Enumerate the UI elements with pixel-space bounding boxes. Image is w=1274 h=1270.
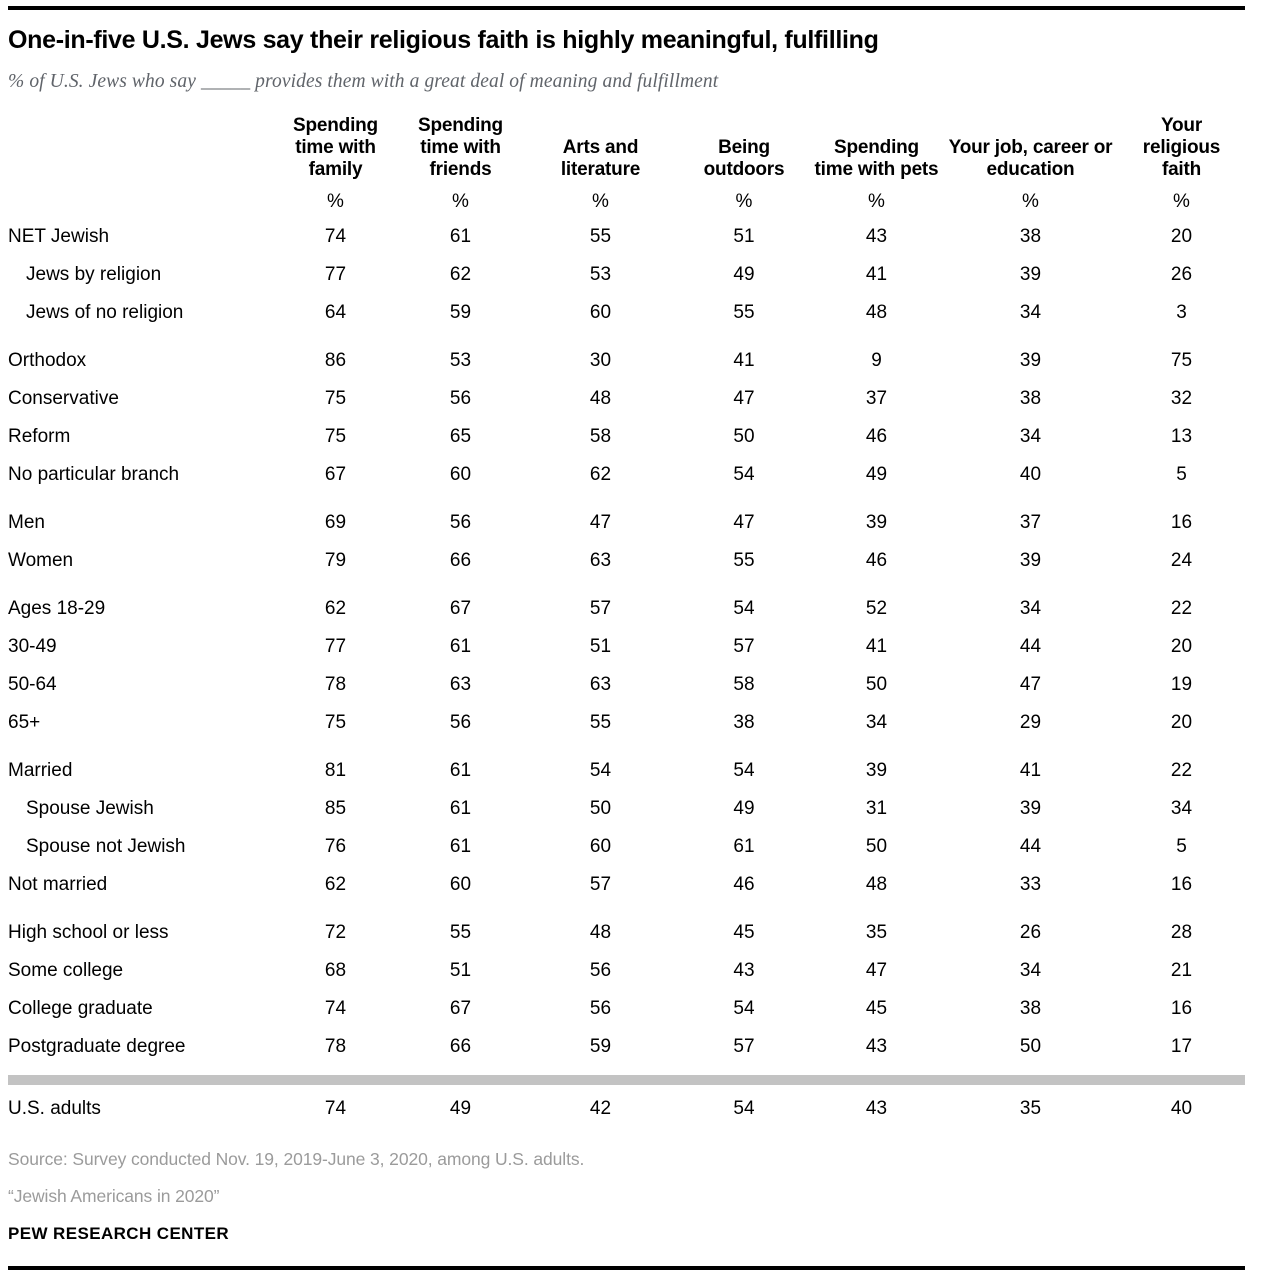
value-cell: 53 bbox=[589, 264, 612, 286]
row-label: NET Jewish bbox=[8, 226, 110, 248]
value-cell: 48 bbox=[589, 388, 612, 410]
value-cell: 34 bbox=[865, 712, 888, 734]
percent-row bbox=[8, 185, 1245, 219]
value-cell: 24 bbox=[1170, 550, 1193, 572]
value-cell: 60 bbox=[449, 464, 472, 486]
value-cell: 67 bbox=[449, 598, 472, 620]
row-label: Jews by religion bbox=[26, 264, 162, 286]
value-cell: 46 bbox=[865, 426, 888, 448]
value-cell: 28 bbox=[1170, 922, 1193, 944]
value-cell: 77 bbox=[324, 636, 347, 658]
value-cell: 44 bbox=[1019, 636, 1042, 658]
value-cell: 22 bbox=[1170, 760, 1193, 782]
report-table-figure bbox=[0, 6, 1274, 1270]
value-cell: 81 bbox=[324, 760, 347, 782]
value-cell: 34 bbox=[1019, 598, 1042, 620]
value-cell: 64 bbox=[324, 302, 347, 324]
value-cell: 75 bbox=[324, 388, 347, 410]
column-header: Your religious faith bbox=[1142, 115, 1221, 181]
value-cell: 34 bbox=[1019, 302, 1042, 324]
value-cell: 60 bbox=[589, 302, 612, 324]
value-cell: 16 bbox=[1170, 998, 1193, 1020]
value-cell: 40 bbox=[1019, 464, 1042, 486]
value-cell: 38 bbox=[1019, 998, 1042, 1020]
value-cell: 68 bbox=[324, 960, 347, 982]
table-row bbox=[8, 457, 1245, 495]
value-cell: 38 bbox=[1019, 388, 1042, 410]
column-header: Your job, career or education bbox=[948, 137, 1113, 181]
value-cell: 54 bbox=[733, 1098, 755, 1120]
value-cell: 51 bbox=[449, 960, 472, 982]
value-cell: 37 bbox=[1019, 512, 1042, 534]
value-cell: 35 bbox=[1019, 1098, 1042, 1120]
value-cell: 67 bbox=[449, 998, 472, 1020]
value-cell: 77 bbox=[324, 264, 347, 286]
table-row bbox=[8, 419, 1245, 457]
value-cell: 20 bbox=[1170, 712, 1193, 734]
value-cell: 57 bbox=[733, 1036, 755, 1058]
value-cell: 50 bbox=[865, 674, 888, 696]
value-cell: 47 bbox=[733, 512, 755, 534]
value-cell: 26 bbox=[1170, 264, 1193, 286]
value-cell: 22 bbox=[1170, 598, 1193, 620]
value-cell: 41 bbox=[733, 350, 755, 372]
table-row bbox=[8, 867, 1245, 905]
row-label: Postgraduate degree bbox=[8, 1036, 186, 1058]
column-header: Spending time with family bbox=[293, 115, 378, 181]
value-cell: 39 bbox=[1019, 798, 1042, 820]
value-cell: 50 bbox=[865, 836, 888, 858]
value-cell: 56 bbox=[449, 512, 472, 534]
value-cell: 56 bbox=[589, 998, 612, 1020]
row-label: 30-49 bbox=[8, 636, 57, 658]
report-title-note: “Jewish Americans in 2020” bbox=[8, 1186, 220, 1207]
value-cell: 55 bbox=[449, 922, 472, 944]
table-row bbox=[8, 705, 1245, 743]
value-cell: 50 bbox=[1019, 1036, 1042, 1058]
value-cell: 72 bbox=[324, 922, 347, 944]
value-cell: 61 bbox=[449, 836, 472, 858]
divider-row bbox=[8, 1067, 1245, 1091]
value-cell: 19 bbox=[1170, 674, 1193, 696]
row-label: U.S. adults bbox=[8, 1098, 101, 1120]
table-row bbox=[8, 791, 1245, 829]
section-divider-bar bbox=[8, 1075, 1245, 1085]
value-cell: 61 bbox=[449, 636, 472, 658]
value-cell: 32 bbox=[1170, 388, 1193, 410]
value-cell: 44 bbox=[1019, 836, 1042, 858]
bottom-rule bbox=[8, 1266, 1245, 1270]
value-cell: 3 bbox=[1176, 302, 1187, 324]
row-label: Women bbox=[8, 550, 74, 572]
table-row bbox=[8, 991, 1245, 1029]
value-cell: 40 bbox=[1170, 1098, 1193, 1120]
value-cell: 61 bbox=[733, 836, 755, 858]
footer bbox=[8, 1141, 1274, 1244]
value-cell: 42 bbox=[589, 1098, 612, 1120]
value-cell: 54 bbox=[733, 998, 755, 1020]
value-cell: 49 bbox=[449, 1098, 472, 1120]
column-header: Spending time with friends bbox=[418, 115, 503, 181]
value-cell: 37 bbox=[865, 388, 888, 410]
value-cell: 45 bbox=[865, 998, 888, 1020]
column-header: Arts and literature bbox=[560, 137, 641, 181]
table-body bbox=[8, 219, 1245, 1129]
value-cell: 26 bbox=[1019, 922, 1042, 944]
value-cell: 75 bbox=[324, 426, 347, 448]
value-cell: 43 bbox=[865, 1036, 888, 1058]
value-cell: 49 bbox=[733, 264, 755, 286]
value-cell: 50 bbox=[589, 798, 612, 820]
value-cell: 76 bbox=[324, 836, 347, 858]
value-cell: 47 bbox=[589, 512, 612, 534]
value-cell: 43 bbox=[865, 1098, 888, 1120]
value-cell: 75 bbox=[1170, 350, 1193, 372]
value-cell: 62 bbox=[589, 464, 612, 486]
value-cell: 62 bbox=[449, 264, 472, 286]
value-cell: 63 bbox=[589, 674, 612, 696]
value-cell: 46 bbox=[865, 550, 888, 572]
table-row bbox=[8, 581, 1245, 629]
value-cell: 17 bbox=[1170, 1036, 1193, 1058]
chart-subtitle: % of U.S. Jews who say _____ provides them with a great deal of meaning and fulfillment bbox=[8, 71, 719, 92]
value-cell: 39 bbox=[1019, 550, 1042, 572]
pew-research-center-logo-text: PEW RESEARCH CENTER bbox=[8, 1224, 230, 1244]
value-cell: 39 bbox=[865, 760, 888, 782]
value-cell: 85 bbox=[324, 798, 347, 820]
value-cell: 20 bbox=[1170, 636, 1193, 658]
value-cell: 66 bbox=[449, 1036, 472, 1058]
value-cell: 47 bbox=[865, 960, 888, 982]
column-header-row bbox=[8, 115, 1245, 185]
value-cell: 16 bbox=[1170, 874, 1193, 896]
row-label: Married bbox=[8, 760, 73, 782]
value-cell: 29 bbox=[1019, 712, 1042, 734]
value-cell: 48 bbox=[865, 302, 888, 324]
percent-stub bbox=[8, 185, 273, 219]
value-cell: 5 bbox=[1176, 836, 1187, 858]
row-label: 65+ bbox=[8, 712, 41, 734]
table-row bbox=[8, 333, 1245, 381]
value-cell: 16 bbox=[1170, 512, 1193, 534]
percent-sign: % bbox=[735, 191, 753, 213]
value-cell: 47 bbox=[1019, 674, 1042, 696]
value-cell: 34 bbox=[1170, 798, 1193, 820]
percent-sign: % bbox=[1022, 191, 1039, 213]
table-row bbox=[8, 1091, 1245, 1129]
row-label: Orthodox bbox=[8, 350, 87, 372]
table-row bbox=[8, 829, 1245, 867]
value-cell: 55 bbox=[589, 712, 612, 734]
value-cell: 75 bbox=[324, 712, 347, 734]
value-cell: 45 bbox=[733, 922, 755, 944]
value-cell: 48 bbox=[589, 922, 612, 944]
value-cell: 63 bbox=[589, 550, 612, 572]
value-cell: 61 bbox=[449, 226, 472, 248]
value-cell: 56 bbox=[589, 960, 612, 982]
value-cell: 60 bbox=[589, 836, 612, 858]
value-cell: 69 bbox=[324, 512, 347, 534]
value-cell: 60 bbox=[449, 874, 472, 896]
value-cell: 62 bbox=[324, 874, 347, 896]
value-cell: 55 bbox=[733, 550, 755, 572]
value-cell: 39 bbox=[865, 512, 888, 534]
value-cell: 62 bbox=[324, 598, 347, 620]
value-cell: 61 bbox=[449, 798, 472, 820]
row-label: Jews of no religion bbox=[26, 302, 184, 324]
value-cell: 41 bbox=[1019, 760, 1042, 782]
value-cell: 47 bbox=[733, 388, 755, 410]
value-cell: 57 bbox=[733, 636, 755, 658]
table-header bbox=[8, 115, 1245, 219]
percent-sign: % bbox=[452, 191, 469, 213]
value-cell: 54 bbox=[733, 464, 755, 486]
table-row bbox=[8, 629, 1245, 667]
row-label: College graduate bbox=[8, 998, 153, 1020]
value-cell: 5 bbox=[1176, 464, 1187, 486]
value-cell: 74 bbox=[324, 1098, 347, 1120]
value-cell: 74 bbox=[324, 998, 347, 1020]
value-cell: 54 bbox=[733, 760, 755, 782]
value-cell: 31 bbox=[865, 798, 888, 820]
value-cell: 49 bbox=[733, 798, 755, 820]
row-label: Spouse Jewish bbox=[26, 798, 154, 820]
value-cell: 20 bbox=[1170, 226, 1193, 248]
value-cell: 55 bbox=[733, 302, 755, 324]
row-label: Not married bbox=[8, 874, 108, 896]
row-label: Ages 18-29 bbox=[8, 598, 106, 620]
table-row bbox=[8, 219, 1245, 257]
value-cell: 65 bbox=[449, 426, 472, 448]
table-row bbox=[8, 905, 1245, 953]
value-cell: 52 bbox=[865, 598, 888, 620]
value-cell: 38 bbox=[733, 712, 755, 734]
value-cell: 66 bbox=[449, 550, 472, 572]
table-row bbox=[8, 1029, 1245, 1067]
value-cell: 79 bbox=[324, 550, 347, 572]
row-label: 50-64 bbox=[8, 674, 57, 696]
value-cell: 53 bbox=[449, 350, 472, 372]
value-cell: 59 bbox=[589, 1036, 612, 1058]
table-row bbox=[8, 667, 1245, 705]
value-cell: 51 bbox=[733, 226, 755, 248]
value-cell: 39 bbox=[1019, 264, 1042, 286]
value-cell: 74 bbox=[324, 226, 347, 248]
value-cell: 38 bbox=[1019, 226, 1042, 248]
table-row bbox=[8, 495, 1245, 543]
row-label: High school or less bbox=[8, 922, 169, 944]
value-cell: 56 bbox=[449, 388, 472, 410]
row-label: Spouse not Jewish bbox=[26, 836, 186, 858]
value-cell: 34 bbox=[1019, 960, 1042, 982]
value-cell: 58 bbox=[589, 426, 612, 448]
table-row bbox=[8, 257, 1245, 295]
value-cell: 9 bbox=[871, 350, 882, 372]
value-cell: 35 bbox=[865, 922, 888, 944]
value-cell: 61 bbox=[449, 760, 472, 782]
row-label: Reform bbox=[8, 426, 71, 448]
value-cell: 41 bbox=[865, 636, 888, 658]
row-label: No particular branch bbox=[8, 464, 180, 486]
percent-sign: % bbox=[592, 191, 609, 213]
value-cell: 59 bbox=[449, 302, 472, 324]
value-cell: 58 bbox=[733, 674, 755, 696]
data-table bbox=[8, 115, 1245, 1129]
value-cell: 86 bbox=[324, 350, 347, 372]
value-cell: 57 bbox=[589, 874, 612, 896]
value-cell: 56 bbox=[449, 712, 472, 734]
percent-sign: % bbox=[327, 191, 344, 213]
source-note: Source: Survey conducted Nov. 19, 2019-June 3, 2020, among U.S. adults. bbox=[8, 1149, 585, 1170]
value-cell: 54 bbox=[589, 760, 612, 782]
value-cell: 43 bbox=[865, 226, 888, 248]
column-header: Being outdoors bbox=[703, 137, 785, 181]
row-label: Conservative bbox=[8, 388, 119, 410]
value-cell: 33 bbox=[1019, 874, 1042, 896]
table-row bbox=[8, 381, 1245, 419]
value-cell: 46 bbox=[733, 874, 755, 896]
value-cell: 57 bbox=[589, 598, 612, 620]
value-cell: 39 bbox=[1019, 350, 1042, 372]
value-cell: 21 bbox=[1170, 960, 1193, 982]
value-cell: 54 bbox=[733, 598, 755, 620]
percent-sign: % bbox=[1173, 191, 1190, 213]
value-cell: 51 bbox=[589, 636, 612, 658]
value-cell: 34 bbox=[1019, 426, 1042, 448]
value-cell: 13 bbox=[1170, 426, 1193, 448]
value-cell: 30 bbox=[589, 350, 612, 372]
value-cell: 78 bbox=[324, 674, 347, 696]
table-row bbox=[8, 743, 1245, 791]
row-label: Men bbox=[8, 512, 45, 534]
table-row bbox=[8, 543, 1245, 581]
row-label: Some college bbox=[8, 960, 124, 982]
value-cell: 78 bbox=[324, 1036, 347, 1058]
column-header: Spending time with pets bbox=[814, 137, 939, 181]
percent-sign: % bbox=[868, 191, 885, 213]
value-cell: 55 bbox=[589, 226, 612, 248]
value-cell: 48 bbox=[865, 874, 888, 896]
table-row bbox=[8, 953, 1245, 991]
value-cell: 63 bbox=[449, 674, 472, 696]
header-stub bbox=[8, 115, 273, 185]
value-cell: 43 bbox=[733, 960, 755, 982]
top-rule bbox=[8, 6, 1245, 10]
table-row bbox=[8, 295, 1245, 333]
value-cell: 67 bbox=[324, 464, 347, 486]
chart-title: One-in-five U.S. Jews say their religious faith is highly meaningful, fulfilling bbox=[8, 26, 879, 54]
value-cell: 49 bbox=[865, 464, 888, 486]
value-cell: 41 bbox=[865, 264, 888, 286]
value-cell: 50 bbox=[733, 426, 755, 448]
